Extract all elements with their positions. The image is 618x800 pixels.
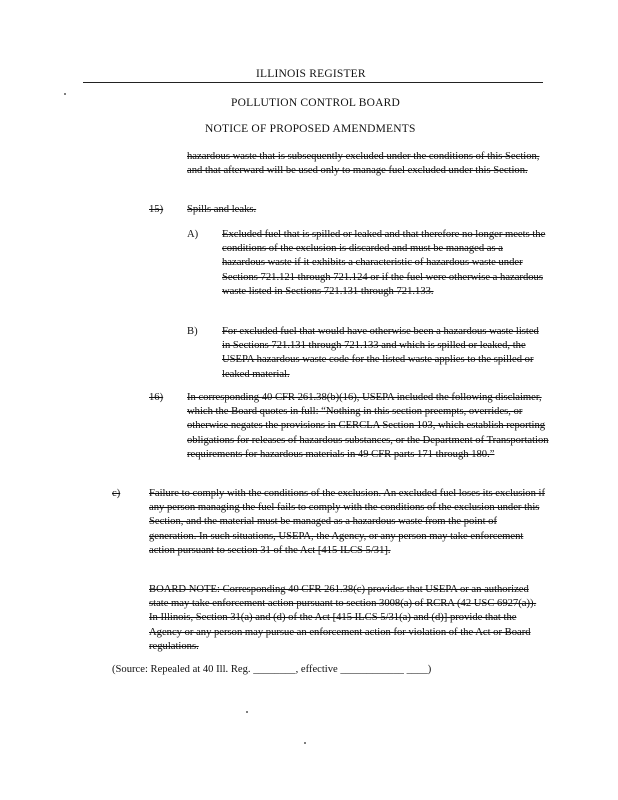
- item-c-letter: c): [112, 488, 121, 499]
- register-title: ILLINOIS REGISTER: [256, 68, 366, 80]
- item-c-text: Failure to comply with the conditions of the exclusion. An excluded fuel loses its exclusion if any person managing the fuel fails to comply with the conditions of the exclusion under this Section, and the material must be managed as a hazardous waste from the point of generation. In such situations, USEPA, the Agency, or any person may take enforcement action pursuant to section 31 of the Act [415 ILCS 5/31].: [149, 488, 546, 556]
- item-15-title: Spills and leaks.: [187, 204, 257, 215]
- board-title: POLLUTION CONTROL BOARD: [231, 97, 401, 109]
- item-b-text: For excluded fuel that would have otherwise been a hazardous waste listed in Sections 721.131 through 721.133 and which is spilled or leaked, the USEPA hazardous waste code for the listed waste applies to the spilled or leaked material.: [222, 326, 539, 380]
- item-a-text: Excluded fuel that is spilled or leaked and that therefore no longer meets the conditions of the exclusion is discarded and must be managed as a hazardous waste if it exhibits a characteristic of hazardous waste under Sections 721.121 through 721.124 or if the fuel were otherwise a hazardous waste listed in Sections 721.131 through 721.133.: [222, 229, 546, 297]
- item-16-number: 16): [149, 392, 164, 403]
- item-b-letter: B): [187, 326, 198, 337]
- board-note: BOARD NOTE: Corresponding 40 CFR 261.38(c) provides that USEPA or an authorized state may take enforcement action pursuant to section 3008(a) of RCRA (42 USC 6927(a)). In Illinois, Section 31(a) and (d) of the Act [415 ILCS 5/31(a) and (d)] provide that the Agency or any person may pursue an enforcement action for violation of the Act or Board regulations.: [149, 584, 537, 652]
- item-15-number: 15): [149, 204, 164, 215]
- scan-speck: [64, 93, 66, 95]
- header-rule: [83, 82, 543, 83]
- scan-speck: [246, 711, 248, 713]
- intro-paragraph: hazardous waste that is subsequently excluded under the conditions of this Section, and that afterward will be used only to manage fuel excluded under this Section.: [187, 151, 540, 177]
- item-a-letter: A): [187, 229, 199, 240]
- source-line: (Source: Repealed at 40 Ill. Reg. ________, effective ____________ ____): [112, 664, 432, 675]
- notice-title: NOTICE OF PROPOSED AMENDMENTS: [205, 123, 416, 135]
- item-16-text: In corresponding 40 CFR 261.38(b)(16), USEPA included the following disclaimer, which the Board quotes in full: “Nothing in this section preempts, overrides, or otherwise negates the provisions in CERCLA Section 103, which establish reporting obligations for releases of hazardous substances, or the Department of Transportation requirements for hazardous materials in 49 CFR parts 171 through 180.”: [187, 392, 549, 460]
- scan-speck: [304, 742, 306, 744]
